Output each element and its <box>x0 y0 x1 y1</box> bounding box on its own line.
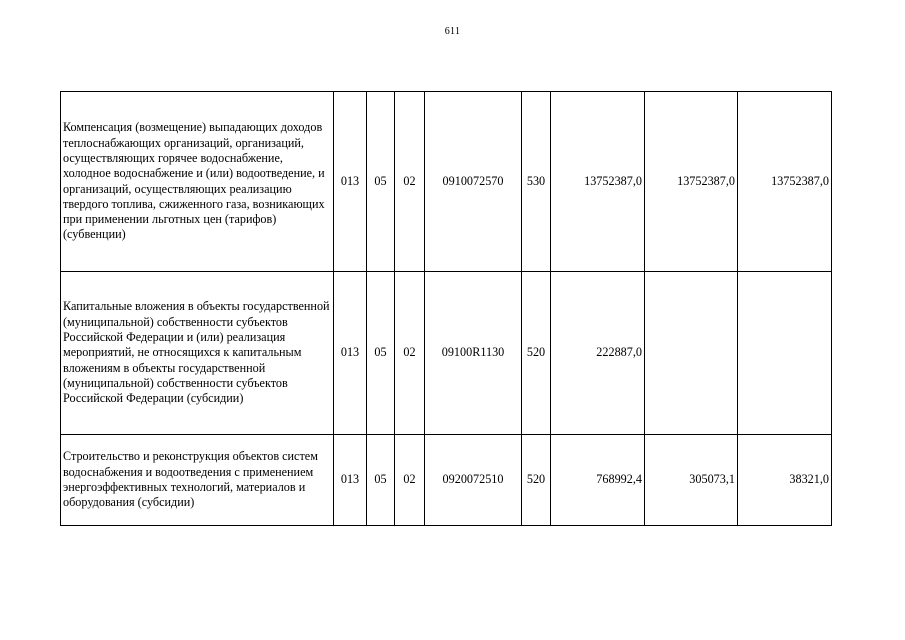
sum-2: 305073,1 <box>645 435 738 526</box>
budget-table <box>60 91 832 526</box>
sum-3: 13752387,0 <box>738 92 832 272</box>
table-row <box>61 272 832 435</box>
target-article-code: 0920072510 <box>425 435 522 526</box>
sum-1: 13752387,0 <box>551 92 645 272</box>
section-code: 05 <box>367 272 395 435</box>
expense-type-code: 520 <box>522 272 551 435</box>
row-description: Компенсация (возмещение) выпадающих доходов теплоснабжающих организаций, организаций, осуществляющих горячее водоснабжение, холодное водоснабжение и (или) водоотведение, и организаций, осуществляющих реализацию твердого топлива, сжиженного газа, возникающих при применении льготных цен (тарифов) (субвенции) <box>61 92 334 272</box>
ministry-code: 013 <box>334 435 367 526</box>
target-article-code: 0910072570 <box>425 92 522 272</box>
table-row <box>61 92 832 272</box>
expense-type-code: 530 <box>522 92 551 272</box>
sum-1: 222887,0 <box>551 272 645 435</box>
sum-3: 38321,0 <box>738 435 832 526</box>
ministry-code: 013 <box>334 272 367 435</box>
section-code: 05 <box>367 435 395 526</box>
sum-3 <box>738 272 832 435</box>
target-article-code: 09100R1130 <box>425 272 522 435</box>
page-number: 611 <box>444 26 461 37</box>
sum-2 <box>645 272 738 435</box>
subsection-code: 02 <box>395 272 425 435</box>
section-code: 05 <box>367 92 395 272</box>
sum-2: 13752387,0 <box>645 92 738 272</box>
expense-type-code: 520 <box>522 435 551 526</box>
ministry-code: 013 <box>334 92 367 272</box>
subsection-code: 02 <box>395 92 425 272</box>
subsection-code: 02 <box>395 435 425 526</box>
row-description: Капитальные вложения в объекты государственной (муниципальной) собственности субъектов Российской Федерации и (или) реализация мероприятий, не относящихся к капитальным вложениям в объекты государственной (муниципальной) собственности субъектов Российской Федерации (субсидии) <box>61 272 334 435</box>
row-description: Строительство и реконструкция объектов систем водоснабжения и водоотведения с применением энергоэффективных технологий, материалов и оборудования (субсидии) <box>61 435 334 526</box>
sum-1: 768992,4 <box>551 435 645 526</box>
table-row <box>61 435 832 526</box>
